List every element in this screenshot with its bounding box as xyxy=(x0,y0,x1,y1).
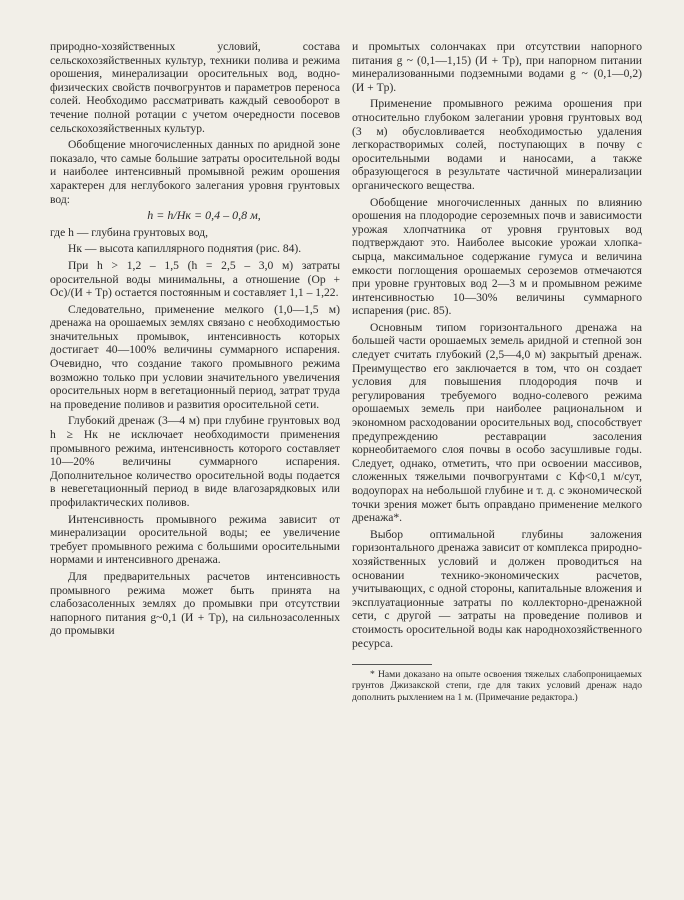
paragraph: Обобщение многочисленных данных по влиянию орошения на плодородие сероземных почв и зависимости урожая хлопчатника от уровня грунтовых вод подтверждают это. Наиболее высокие урожаи хлопка-сырца, максимальное содержание гумуса и величина емкости поглощения орошаемых сероземов отмечаются при уровне грунтовых вод 2—3 м и промывном режиме интенсивностью 10—30% величины суммарного испарения (рис. 85). xyxy=(352,195,642,318)
paragraph: природно-хозяйственных условий, состава сельскохозяйственных культур, техники полива и режима орошения, минерализации оросительных вод, водно-физических свойств почвогрунтов и параметров переноса солей. Необходимо рассматривать каждый севооборот в течение полной ротации с учетом очередности посевов сельскохозяйственных культур. xyxy=(50,40,340,135)
right-column xyxy=(352,40,642,706)
paragraph: При h > 1,2 – 1,5 (h = 2,5 – 3,0 м) затраты оросительной воды минимальны, а отношение (Oр + Oс)/(И + Tр) остается постоянным и составляет 1,1 – 1,22. xyxy=(50,258,340,300)
formula: h = h/Hк = 0,4 – 0,8 м, xyxy=(147,208,261,223)
paragraph: Основным типом горизонтального дренажа на большей части орошаемых земель аридной и степной зон следует считать глубокий (2,5—4,0 м) закрытый дренаж. Преимущество его заключается в том, что он создает условия для повышения плодородия почв и регулирования требуемого водно-солевого режима орошаемых земель при наиболее рациональном и экономном расходовании оросительных вод, способствует предупреждению реставрации засоления корнеобитаемого слоя почвы в особо засушливые годы. Следует, однако, отметить, что при освоении массивов, сложенных тяжелыми почвогрунтами с Kф<0,1 м/сут, водоупорах на небольшой глубине и т. д. с экономической точки зрения может быть оправдано применение мелкого дренажа*. xyxy=(352,320,642,525)
left-column xyxy=(50,40,340,641)
paragraph: Применение промывного режима орошения при относительно глубоком залегании уровня грунтовых вод (3 м) обусловливается необходимостью удаления легкорастворимых солей, поступающих в почву с оросительными водами и наносами, а также образующегося в результате частичной минерализации органического вещества. xyxy=(352,97,642,192)
footnote: * Нами доказано на опыте освоения тяжелых слабопроницаемых грунтов Джизакской степи, где для таких условий дренаж надо дополнить рыхлением на 1 м. (Примечание редактора.) xyxy=(352,669,642,703)
paragraph: Интенсивность промывного режима зависит от минерализации оросительной воды; ее увеличение требует промывного режима с большими оросительными нормами и интенсивного дренажа. xyxy=(50,512,340,567)
paragraph: Следовательно, применение мелкого (1,0—1,5 м) дренажа на орошаемых землях связано с необходимостью значительных промывок, интенсивность которых достигает 40—100% величины суммарного испарения. Очевидно, что создание такого промывного режима возможно только при условии значительного увеличения оросительных норм в вегетационный период, затрат труда на проведение поливов и развития оросительной сети. xyxy=(50,302,340,411)
footnote-divider xyxy=(352,664,432,665)
paragraph: Обобщение многочисленных данных по аридной зоне показало, что самые большие затраты оросительной воды и наиболее интенсивный промывной режим орошения характерен для неглубокого залегания уровня грунтовых вод: xyxy=(50,138,340,206)
paragraph: Для предварительных расчетов интенсивность промывного режима может быть принята на слабозасоленных землях до промывки при отсутствии напорного питания g~0,1 (И + Tр), на сильнозасоленных до промывки xyxy=(50,569,340,638)
paragraph: Глубокий дренаж (3—4 м) при глубине грунтовых вод h ≥ Hк не исключает необходимости применения промывного режима, интенсивность которого составляет 10—20% величины суммарного испарения. Дополнительное количество оросительной воды подается в невегетационный период в виде влагозарядковых или профилактических поливов. xyxy=(50,414,340,509)
paragraph: Выбор оптимальной глубины заложения горизонтального дренажа зависит от комплекса природно-хозяйственных условий и должен проводиться на основании технико-экономических расчетов, учитывающих, с одной стороны, капитальные вложения и эксплуатационные затраты по коллекторно-дренажной сети, с другой — затраты на проведение поливов и стоимость оросительной воды как народнохозяйственного ресурса. xyxy=(352,527,642,650)
paragraph: Hк — высота капиллярного поднятия (рис. 84). xyxy=(68,242,302,256)
paragraph: и промытых солончаках при отсутствии напорного питания g ~ (0,1—1,15) (И + Tр), при напорном питании минерализованными подземными водами g ~ (0,1—0,2) (И + Tр). xyxy=(352,40,642,94)
paragraph: где h — глубина грунтовых вод, xyxy=(50,225,208,239)
